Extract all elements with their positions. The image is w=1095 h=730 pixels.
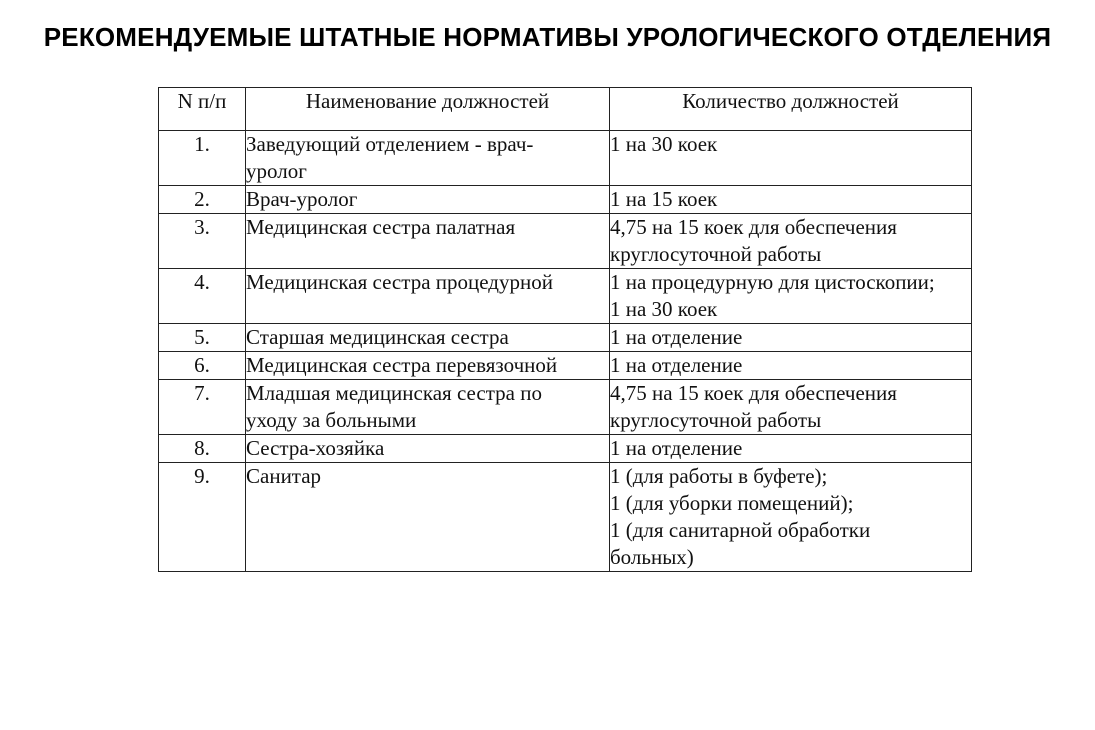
position-count [610, 131, 972, 186]
position-count-line: 1 (для работы в буфете); [610, 464, 828, 488]
row-number: 8. [159, 435, 246, 463]
position-count [610, 186, 972, 214]
position-count-line: 1 на процедурную для цистоскопии; [610, 270, 935, 294]
position-count [610, 324, 972, 352]
header-position-name: Наименование должностей [246, 88, 610, 131]
position-count-line: 4,75 на 15 коек для обеспечения [610, 215, 897, 239]
position-name-line: Медицинская сестра перевязочной [246, 353, 558, 377]
staffing-table [158, 87, 972, 572]
position-count-line: 1 на 30 коек [610, 297, 718, 321]
position-name [246, 463, 610, 572]
position-name-line: Сестра-хозяйка [246, 436, 385, 460]
page-title: РЕКОМЕНДУЕМЫЕ ШТАТНЫЕ НОРМАТИВЫ УРОЛОГИЧЕСКОГО ОТДЕЛЕНИЯ [43, 22, 1052, 52]
position-name [246, 435, 610, 463]
position-name [246, 214, 610, 269]
position-count [610, 352, 972, 380]
table-row [159, 380, 972, 435]
position-count [610, 214, 972, 269]
table-row [159, 352, 972, 380]
position-count-line: 1 на 15 коек [610, 187, 718, 211]
table-row [159, 131, 972, 186]
table-row [159, 269, 972, 324]
position-count-line: больных) [610, 545, 694, 569]
position-count-line: 1 на отделение [610, 353, 743, 377]
position-count-line: круглосуточной работы [610, 242, 822, 266]
position-name-line: Врач-уролог [246, 187, 358, 211]
table-row [159, 324, 972, 352]
position-count-line: 1 на отделение [610, 325, 743, 349]
position-count-line: 1 на 30 коек [610, 132, 718, 156]
position-name-line: Младшая медицинская сестра по [246, 381, 542, 405]
position-name-line: Медицинская сестра палатная [246, 215, 516, 239]
row-number: 5. [159, 324, 246, 352]
position-name-line: Санитар [246, 464, 322, 488]
table-row [159, 186, 972, 214]
position-count [610, 435, 972, 463]
position-name [246, 352, 610, 380]
position-count-line: 1 (для уборки помещений); [610, 491, 854, 515]
row-number: 7. [159, 380, 246, 435]
row-number: 6. [159, 352, 246, 380]
position-name [246, 380, 610, 435]
position-count [610, 463, 972, 572]
position-name [246, 186, 610, 214]
position-name [246, 131, 610, 186]
table-row [159, 214, 972, 269]
position-count-line: круглосуточной работы [610, 408, 822, 432]
table-row [159, 463, 972, 572]
position-name [246, 324, 610, 352]
row-number: 4. [159, 269, 246, 324]
table-row [159, 435, 972, 463]
position-count-line: 1 (для санитарной обработки [610, 518, 871, 542]
position-name-line: Старшая медицинская сестра [246, 325, 509, 349]
position-name-line: уролог [246, 159, 307, 183]
position-name [246, 269, 610, 324]
row-number: 2. [159, 186, 246, 214]
table-header-row [159, 88, 972, 131]
row-number: 1. [159, 131, 246, 186]
position-name-line: Заведующий отделением - врач- [246, 132, 534, 156]
position-count-line: 1 на отделение [610, 436, 743, 460]
position-name-line: Медицинская сестра процедурной [246, 270, 553, 294]
row-number: 3. [159, 214, 246, 269]
header-position-count: Количество должностей [610, 88, 972, 131]
row-number: 9. [159, 463, 246, 572]
position-name-line: уходу за больными [246, 408, 417, 432]
position-count [610, 380, 972, 435]
position-count [610, 269, 972, 324]
position-count-line: 4,75 на 15 коек для обеспечения [610, 381, 897, 405]
header-number: N п/п [159, 88, 246, 131]
